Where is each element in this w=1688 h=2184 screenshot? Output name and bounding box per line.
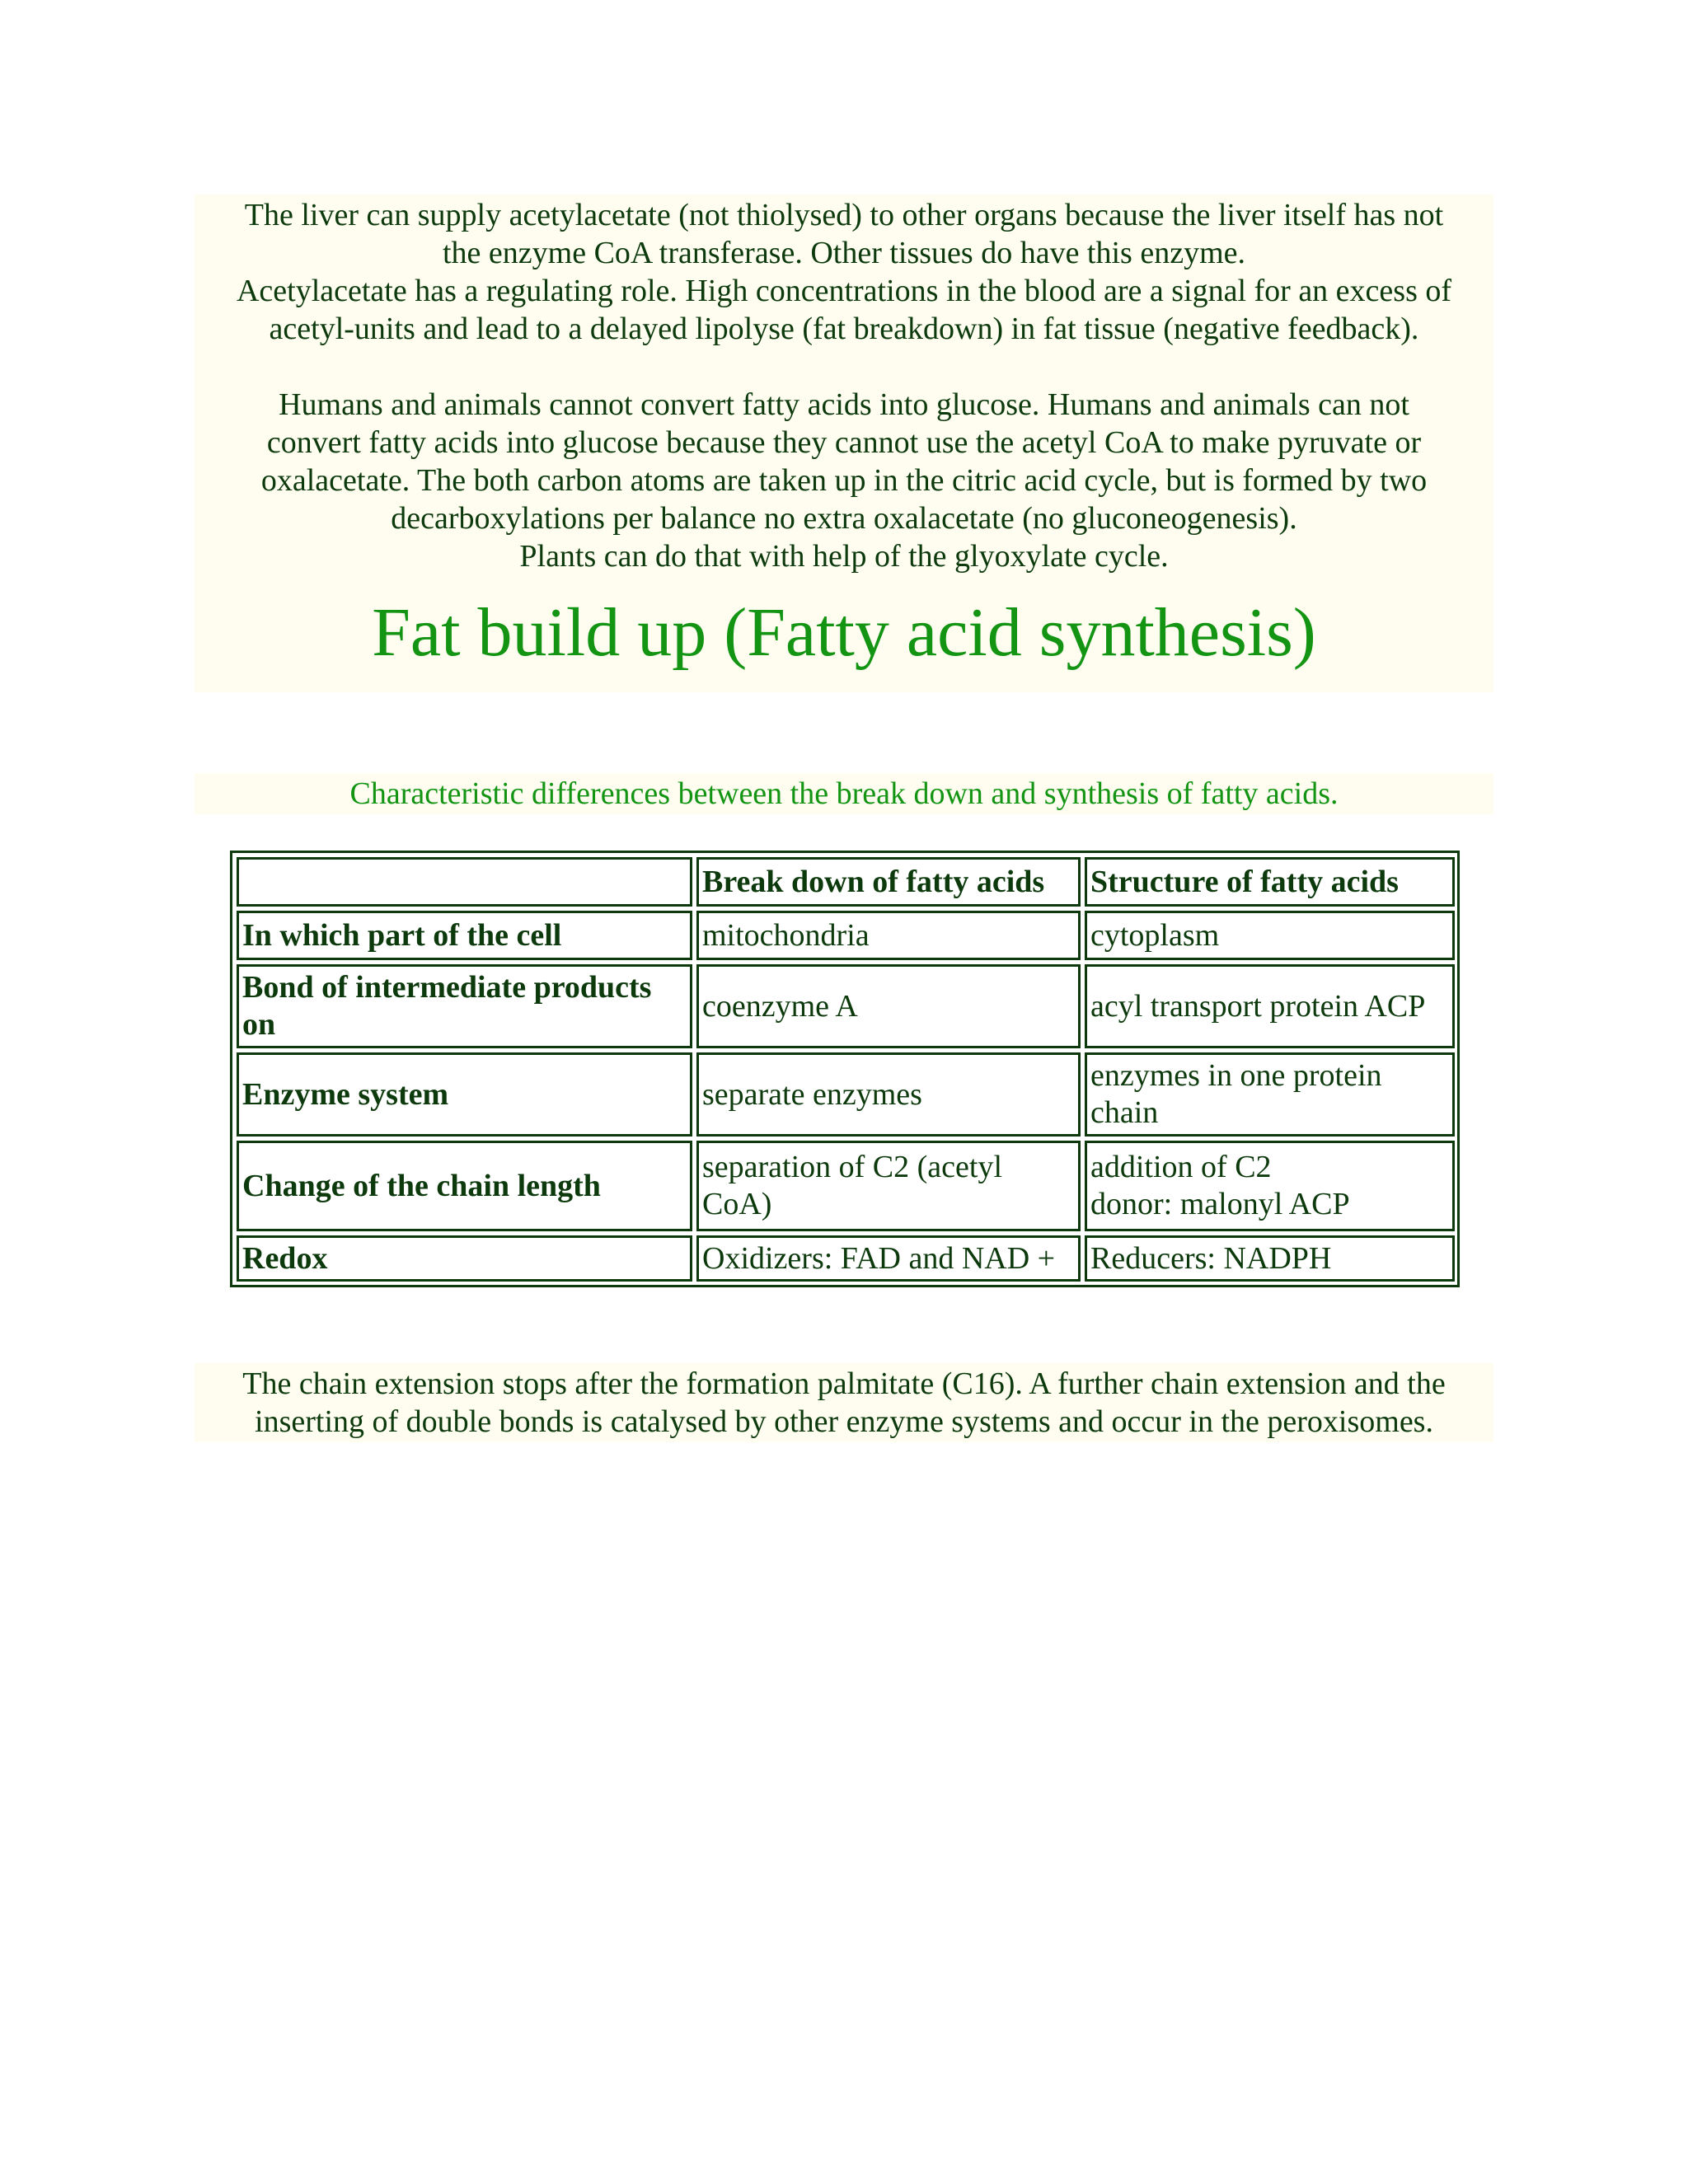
text-line: decarboxylations per balance no extra oxalacetate (no gluconeogenesis). bbox=[391, 501, 1297, 536]
table-header-cell: Break down of fatty acids bbox=[696, 857, 1081, 907]
table-row-label: Redox bbox=[237, 1235, 692, 1282]
table-cell: coenzyme A bbox=[696, 964, 1081, 1048]
table-cell: mitochondria bbox=[696, 911, 1081, 960]
text-line: the enzyme CoA transferase. Other tissues do have this enzyme. bbox=[443, 236, 1245, 270]
liver-paragraph bbox=[195, 196, 1493, 348]
text-line: inserting of double bonds is catalysed by other enzyme systems and occur in the peroxisomes. bbox=[255, 1404, 1433, 1439]
text-line: The chain extension stops after the formation palmitate (C16). A further chain extension and the bbox=[242, 1366, 1446, 1401]
table-header-cell: Structure of fatty acids bbox=[1085, 857, 1455, 907]
text-line: acetyl-units and lead to a delayed lipolyse (fat breakdown) in fat tissue (negative feedback). bbox=[269, 312, 1419, 346]
table-header-cell bbox=[237, 857, 692, 907]
text-line: Acetylacetate has a regulating role. High concentrations in the blood are a signal for an excess of bbox=[236, 274, 1452, 308]
table-cell: enzymes in one protein chain bbox=[1085, 1052, 1455, 1137]
text-line: Plants can do that with help of the glyoxylate cycle. bbox=[519, 539, 1169, 574]
table-row-label: Change of the chain length bbox=[237, 1141, 692, 1231]
intro-section bbox=[195, 194, 1493, 692]
table-cell: separation of C2 (acetyl CoA) bbox=[696, 1141, 1081, 1231]
table-row-label: Bond of intermediate products on bbox=[237, 964, 692, 1048]
table-caption: Characteristic differences between the break down and synthesis of fatty acids. bbox=[195, 773, 1493, 814]
table-cell: addition of C2 donor: malonyl ACP bbox=[1085, 1141, 1455, 1231]
glucose-paragraph bbox=[195, 386, 1493, 575]
table-cell: Reducers: NADPH bbox=[1085, 1235, 1455, 1282]
table-row-label: In which part of the cell bbox=[237, 911, 692, 960]
text-line: oxalacetate. The both carbon atoms are taken up in the citric acid cycle, but is formed by two bbox=[260, 463, 1428, 498]
text-line: Humans and animals cannot convert fatty acids into glucose. Humans and animals can not bbox=[279, 387, 1409, 422]
table-cell: Oxidizers: FAD and NAD + bbox=[696, 1235, 1081, 1282]
section-title: Fat build up (Fatty acid synthesis) bbox=[372, 594, 1316, 671]
text-line: convert fatty acids into glucose because they cannot use the acetyl CoA to make pyruvate or bbox=[266, 425, 1422, 460]
table-cell: separate enzymes bbox=[696, 1052, 1081, 1137]
table-cell: cytoplasm bbox=[1085, 911, 1455, 960]
table-row-label: Enzyme system bbox=[237, 1052, 692, 1137]
chain-extension-paragraph bbox=[195, 1365, 1493, 1441]
text-line: The liver can supply acetylacetate (not thiolysed) to other organs because the liver itself has not bbox=[244, 198, 1444, 232]
comparison-table bbox=[230, 851, 1460, 1287]
outro-section bbox=[195, 1363, 1493, 1442]
table-cell: acyl transport protein ACP bbox=[1085, 964, 1455, 1048]
